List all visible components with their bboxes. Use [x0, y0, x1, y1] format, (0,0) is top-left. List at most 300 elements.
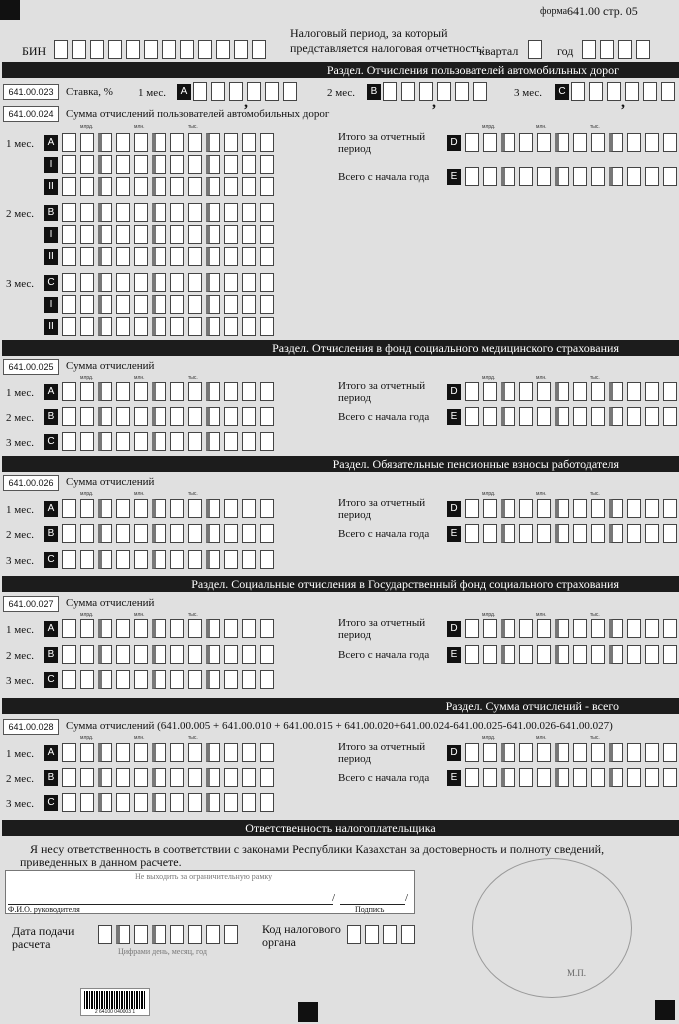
digit-cell[interactable]: [537, 499, 551, 518]
digit-cell[interactable]: [152, 793, 166, 812]
digit-cell[interactable]: [80, 550, 94, 569]
digit-cell[interactable]: [242, 133, 256, 152]
amount-field[interactable]: [62, 619, 278, 638]
digit-cell[interactable]: [483, 407, 497, 426]
digit-cell[interactable]: [501, 167, 515, 186]
digit-cell[interactable]: [80, 317, 94, 336]
digit-cell[interactable]: [260, 550, 274, 569]
digit-cell[interactable]: [645, 619, 659, 638]
digit-cell[interactable]: [242, 432, 256, 451]
digit-cell[interactable]: [206, 407, 220, 426]
digit-cell[interactable]: [188, 295, 202, 314]
rate-field-3[interactable]: [571, 82, 679, 101]
digit-cell[interactable]: [242, 295, 256, 314]
digit-cell[interactable]: [528, 40, 542, 59]
digit-cell[interactable]: [573, 382, 587, 401]
digit-cell[interactable]: [62, 550, 76, 569]
digit-cell[interactable]: [537, 382, 551, 401]
digit-cell[interactable]: [188, 925, 202, 944]
digit-cell[interactable]: [170, 499, 184, 518]
digit-cell[interactable]: [234, 40, 248, 59]
digit-cell[interactable]: [224, 645, 238, 664]
digit-cell[interactable]: [260, 382, 274, 401]
digit-cell[interactable]: [636, 40, 650, 59]
digit-cell[interactable]: [152, 273, 166, 292]
digit-cell[interactable]: [188, 317, 202, 336]
digit-cell[interactable]: [134, 133, 148, 152]
digit-cell[interactable]: [206, 273, 220, 292]
digit-cell[interactable]: [242, 645, 256, 664]
digit-cell[interactable]: [170, 768, 184, 787]
amount-field[interactable]: [62, 432, 278, 451]
digit-cell[interactable]: [260, 619, 274, 638]
digit-cell[interactable]: [170, 155, 184, 174]
amount-field[interactable]: [62, 273, 278, 292]
digit-cell[interactable]: [80, 382, 94, 401]
digit-cell[interactable]: [663, 619, 677, 638]
digit-cell[interactable]: [152, 295, 166, 314]
digit-cell[interactable]: [627, 619, 641, 638]
digit-cell[interactable]: [224, 225, 238, 244]
digit-cell[interactable]: [80, 793, 94, 812]
digit-cell[interactable]: [645, 743, 659, 762]
digit-cell[interactable]: [573, 768, 587, 787]
digit-cell[interactable]: [206, 225, 220, 244]
digit-cell[interactable]: [98, 670, 112, 689]
digit-cell[interactable]: [663, 743, 677, 762]
digit-cell[interactable]: [206, 317, 220, 336]
digit-cell[interactable]: [216, 40, 230, 59]
digit-cell[interactable]: [260, 317, 274, 336]
digit-cell[interactable]: [224, 155, 238, 174]
digit-cell[interactable]: [62, 619, 76, 638]
digit-cell[interactable]: [206, 743, 220, 762]
total-period-field[interactable]: [465, 133, 679, 152]
digit-cell[interactable]: [80, 177, 94, 196]
digit-cell[interactable]: [591, 407, 605, 426]
digit-cell[interactable]: [645, 499, 659, 518]
digit-cell[interactable]: [116, 645, 130, 664]
digit-cell[interactable]: [573, 619, 587, 638]
digit-cell[interactable]: [206, 382, 220, 401]
digit-cell[interactable]: [573, 524, 587, 543]
digit-cell[interactable]: [537, 619, 551, 638]
amount-field[interactable]: [62, 382, 278, 401]
amount-field[interactable]: [62, 645, 278, 664]
digit-cell[interactable]: [98, 550, 112, 569]
digit-cell[interactable]: [152, 203, 166, 222]
digit-cell[interactable]: [116, 155, 130, 174]
digit-cell[interactable]: [98, 645, 112, 664]
digit-cell[interactable]: [206, 524, 220, 543]
digit-cell[interactable]: [224, 499, 238, 518]
digit-cell[interactable]: [211, 82, 225, 101]
digit-cell[interactable]: [627, 743, 641, 762]
digit-cell[interactable]: [116, 382, 130, 401]
digit-cell[interactable]: [98, 382, 112, 401]
digit-cell[interactable]: [54, 40, 68, 59]
digit-cell[interactable]: [501, 768, 515, 787]
digit-cell[interactable]: [483, 619, 497, 638]
digit-cell[interactable]: [260, 225, 274, 244]
digit-cell[interactable]: [242, 619, 256, 638]
digit-cell[interactable]: [455, 82, 469, 101]
digit-cell[interactable]: [519, 645, 533, 664]
digit-cell[interactable]: [247, 82, 261, 101]
digit-cell[interactable]: [80, 619, 94, 638]
digit-cell[interactable]: [609, 407, 623, 426]
digit-cell[interactable]: [98, 317, 112, 336]
digit-cell[interactable]: [242, 524, 256, 543]
digit-cell[interactable]: [170, 550, 184, 569]
digit-cell[interactable]: [72, 40, 86, 59]
digit-cell[interactable]: [483, 768, 497, 787]
digit-cell[interactable]: [573, 167, 587, 186]
digit-cell[interactable]: [134, 225, 148, 244]
amount-field[interactable]: [62, 768, 278, 787]
digit-cell[interactable]: [627, 524, 641, 543]
digit-cell[interactable]: [224, 295, 238, 314]
digit-cell[interactable]: [501, 133, 515, 152]
digit-cell[interactable]: [188, 670, 202, 689]
digit-cell[interactable]: [62, 793, 76, 812]
digit-cell[interactable]: [98, 155, 112, 174]
digit-cell[interactable]: [663, 499, 677, 518]
digit-cell[interactable]: [170, 317, 184, 336]
digit-cell[interactable]: [591, 768, 605, 787]
digit-cell[interactable]: [465, 768, 479, 787]
digit-cell[interactable]: [170, 133, 184, 152]
digit-cell[interactable]: [242, 499, 256, 518]
digit-cell[interactable]: [519, 133, 533, 152]
digit-cell[interactable]: [62, 499, 76, 518]
digit-cell[interactable]: [98, 499, 112, 518]
digit-cell[interactable]: [62, 768, 76, 787]
digit-cell[interactable]: [519, 524, 533, 543]
digit-cell[interactable]: [62, 225, 76, 244]
digit-cell[interactable]: [609, 743, 623, 762]
digit-cell[interactable]: [80, 155, 94, 174]
digit-cell[interactable]: [465, 524, 479, 543]
digit-cell[interactable]: [116, 273, 130, 292]
digit-cell[interactable]: [224, 432, 238, 451]
digit-cell[interactable]: [645, 167, 659, 186]
digit-cell[interactable]: [116, 793, 130, 812]
digit-cell[interactable]: [116, 670, 130, 689]
digit-cell[interactable]: [188, 550, 202, 569]
digit-cell[interactable]: [519, 407, 533, 426]
digit-cell[interactable]: [224, 768, 238, 787]
digit-cell[interactable]: [116, 432, 130, 451]
digit-cell[interactable]: [537, 743, 551, 762]
digit-cell[interactable]: [663, 407, 677, 426]
digit-cell[interactable]: [80, 295, 94, 314]
digit-cell[interactable]: [627, 499, 641, 518]
digit-cell[interactable]: [465, 619, 479, 638]
digit-cell[interactable]: [242, 273, 256, 292]
digit-cell[interactable]: [627, 167, 641, 186]
amount-field[interactable]: [62, 317, 278, 336]
digit-cell[interactable]: [188, 177, 202, 196]
digit-cell[interactable]: [383, 925, 397, 944]
digit-cell[interactable]: [98, 925, 112, 944]
digit-cell[interactable]: [591, 499, 605, 518]
digit-cell[interactable]: [483, 645, 497, 664]
digit-cell[interactable]: [188, 619, 202, 638]
digit-cell[interactable]: [473, 82, 487, 101]
digit-cell[interactable]: [116, 203, 130, 222]
digit-cell[interactable]: [437, 82, 451, 101]
digit-cell[interactable]: [134, 768, 148, 787]
digit-cell[interactable]: [126, 40, 140, 59]
digit-cell[interactable]: [609, 619, 623, 638]
amount-field[interactable]: [62, 499, 278, 518]
digit-cell[interactable]: [501, 499, 515, 518]
digit-cell[interactable]: [62, 295, 76, 314]
digit-cell[interactable]: [555, 133, 569, 152]
digit-cell[interactable]: [62, 524, 76, 543]
digit-cell[interactable]: [188, 247, 202, 266]
digit-cell[interactable]: [152, 524, 166, 543]
digit-cell[interactable]: [116, 225, 130, 244]
digit-cell[interactable]: [591, 167, 605, 186]
digit-cell[interactable]: [283, 82, 297, 101]
digit-cell[interactable]: [607, 82, 621, 101]
digit-cell[interactable]: [663, 524, 677, 543]
digit-cell[interactable]: [206, 155, 220, 174]
digit-cell[interactable]: [62, 432, 76, 451]
digit-cell[interactable]: [501, 619, 515, 638]
digit-cell[interactable]: [663, 768, 677, 787]
digit-cell[interactable]: [188, 133, 202, 152]
total-year-field[interactable]: [465, 645, 679, 664]
digit-cell[interactable]: [134, 382, 148, 401]
digit-cell[interactable]: [571, 82, 585, 101]
digit-cell[interactable]: [134, 925, 148, 944]
digit-cell[interactable]: [537, 524, 551, 543]
digit-cell[interactable]: [591, 743, 605, 762]
digit-cell[interactable]: [260, 407, 274, 426]
digit-cell[interactable]: [116, 133, 130, 152]
digit-cell[interactable]: [98, 295, 112, 314]
digit-cell[interactable]: [260, 524, 274, 543]
digit-cell[interactable]: [170, 743, 184, 762]
digit-cell[interactable]: [116, 499, 130, 518]
digit-cell[interactable]: [589, 82, 603, 101]
digit-cell[interactable]: [242, 407, 256, 426]
digit-cell[interactable]: [62, 247, 76, 266]
digit-cell[interactable]: [98, 743, 112, 762]
digit-cell[interactable]: [573, 133, 587, 152]
digit-cell[interactable]: [260, 295, 274, 314]
digit-cell[interactable]: [661, 82, 675, 101]
digit-cell[interactable]: [116, 768, 130, 787]
digit-cell[interactable]: [116, 317, 130, 336]
digit-cell[interactable]: [224, 317, 238, 336]
digit-cell[interactable]: [62, 407, 76, 426]
digit-cell[interactable]: [555, 167, 569, 186]
digit-cell[interactable]: [188, 407, 202, 426]
digit-cell[interactable]: [365, 925, 379, 944]
digit-cell[interactable]: [170, 273, 184, 292]
digit-cell[interactable]: [134, 273, 148, 292]
amount-field[interactable]: [62, 524, 278, 543]
digit-cell[interactable]: [465, 167, 479, 186]
digit-cell[interactable]: [582, 40, 596, 59]
digit-cell[interactable]: [573, 743, 587, 762]
digit-cell[interactable]: [188, 768, 202, 787]
digit-cell[interactable]: [170, 619, 184, 638]
digit-cell[interactable]: [116, 619, 130, 638]
digit-cell[interactable]: [663, 167, 677, 186]
digit-cell[interactable]: [188, 273, 202, 292]
digit-cell[interactable]: [555, 645, 569, 664]
amount-field[interactable]: [62, 407, 278, 426]
digit-cell[interactable]: [224, 524, 238, 543]
digit-cell[interactable]: [465, 382, 479, 401]
quarter-field[interactable]: [528, 40, 546, 59]
tax-org-field[interactable]: [347, 925, 419, 944]
digit-cell[interactable]: [609, 645, 623, 664]
digit-cell[interactable]: [401, 82, 415, 101]
digit-cell[interactable]: [260, 670, 274, 689]
digit-cell[interactable]: [162, 40, 176, 59]
digit-cell[interactable]: [591, 524, 605, 543]
digit-cell[interactable]: [224, 203, 238, 222]
digit-cell[interactable]: [80, 247, 94, 266]
digit-cell[interactable]: [80, 768, 94, 787]
digit-cell[interactable]: [116, 743, 130, 762]
digit-cell[interactable]: [519, 743, 533, 762]
digit-cell[interactable]: [170, 203, 184, 222]
digit-cell[interactable]: [206, 203, 220, 222]
digit-cell[interactable]: [555, 499, 569, 518]
digit-cell[interactable]: [519, 768, 533, 787]
digit-cell[interactable]: [555, 407, 569, 426]
digit-cell[interactable]: [152, 382, 166, 401]
digit-cell[interactable]: [383, 82, 397, 101]
digit-cell[interactable]: [134, 793, 148, 812]
digit-cell[interactable]: [242, 225, 256, 244]
digit-cell[interactable]: [170, 793, 184, 812]
digit-cell[interactable]: [555, 743, 569, 762]
digit-cell[interactable]: [483, 133, 497, 152]
digit-cell[interactable]: [242, 768, 256, 787]
amount-field[interactable]: [62, 550, 278, 569]
digit-cell[interactable]: [260, 273, 274, 292]
digit-cell[interactable]: [537, 133, 551, 152]
digit-cell[interactable]: [465, 407, 479, 426]
digit-cell[interactable]: [260, 133, 274, 152]
bin-field[interactable]: [54, 40, 270, 59]
digit-cell[interactable]: [591, 382, 605, 401]
digit-cell[interactable]: [62, 203, 76, 222]
digit-cell[interactable]: [188, 793, 202, 812]
digit-cell[interactable]: [170, 177, 184, 196]
digit-cell[interactable]: [62, 273, 76, 292]
digit-cell[interactable]: [242, 177, 256, 196]
digit-cell[interactable]: [193, 82, 207, 101]
digit-cell[interactable]: [152, 925, 166, 944]
digit-cell[interactable]: [206, 619, 220, 638]
digit-cell[interactable]: [180, 40, 194, 59]
digit-cell[interactable]: [609, 524, 623, 543]
digit-cell[interactable]: [260, 743, 274, 762]
digit-cell[interactable]: [224, 619, 238, 638]
digit-cell[interactable]: [98, 793, 112, 812]
digit-cell[interactable]: [483, 382, 497, 401]
digit-cell[interactable]: [501, 743, 515, 762]
digit-cell[interactable]: [206, 793, 220, 812]
digit-cell[interactable]: [465, 499, 479, 518]
digit-cell[interactable]: [224, 133, 238, 152]
digit-cell[interactable]: [555, 524, 569, 543]
digit-cell[interactable]: [188, 432, 202, 451]
digit-cell[interactable]: [152, 177, 166, 196]
rate-field-2[interactable]: [383, 82, 491, 101]
digit-cell[interactable]: [645, 768, 659, 787]
digit-cell[interactable]: [645, 645, 659, 664]
digit-cell[interactable]: [188, 645, 202, 664]
digit-cell[interactable]: [501, 382, 515, 401]
digit-cell[interactable]: [80, 743, 94, 762]
digit-cell[interactable]: [242, 155, 256, 174]
digit-cell[interactable]: [62, 317, 76, 336]
amount-field[interactable]: [62, 743, 278, 762]
digit-cell[interactable]: [260, 793, 274, 812]
digit-cell[interactable]: [419, 82, 433, 101]
digit-cell[interactable]: [80, 225, 94, 244]
digit-cell[interactable]: [206, 645, 220, 664]
digit-cell[interactable]: [645, 382, 659, 401]
digit-cell[interactable]: [645, 133, 659, 152]
digit-cell[interactable]: [224, 743, 238, 762]
digit-cell[interactable]: [260, 155, 274, 174]
digit-cell[interactable]: [242, 550, 256, 569]
digit-cell[interactable]: [108, 40, 122, 59]
total-period-field[interactable]: [465, 743, 679, 762]
digit-cell[interactable]: [116, 247, 130, 266]
digit-cell[interactable]: [260, 203, 274, 222]
digit-cell[interactable]: [242, 382, 256, 401]
digit-cell[interactable]: [134, 550, 148, 569]
digit-cell[interactable]: [501, 407, 515, 426]
total-year-field[interactable]: [465, 167, 679, 186]
digit-cell[interactable]: [591, 645, 605, 664]
digit-cell[interactable]: [188, 524, 202, 543]
digit-cell[interactable]: [62, 670, 76, 689]
digit-cell[interactable]: [134, 295, 148, 314]
digit-cell[interactable]: [645, 524, 659, 543]
digit-cell[interactable]: [98, 432, 112, 451]
digit-cell[interactable]: [134, 317, 148, 336]
digit-cell[interactable]: [224, 247, 238, 266]
digit-cell[interactable]: [134, 247, 148, 266]
digit-cell[interactable]: [224, 793, 238, 812]
digit-cell[interactable]: [134, 670, 148, 689]
digit-cell[interactable]: [627, 645, 641, 664]
digit-cell[interactable]: [188, 155, 202, 174]
digit-cell[interactable]: [134, 645, 148, 664]
digit-cell[interactable]: [152, 768, 166, 787]
digit-cell[interactable]: [98, 225, 112, 244]
digit-cell[interactable]: [98, 133, 112, 152]
digit-cell[interactable]: [62, 155, 76, 174]
digit-cell[interactable]: [242, 203, 256, 222]
digit-cell[interactable]: [134, 743, 148, 762]
digit-cell[interactable]: [98, 619, 112, 638]
digit-cell[interactable]: [224, 670, 238, 689]
